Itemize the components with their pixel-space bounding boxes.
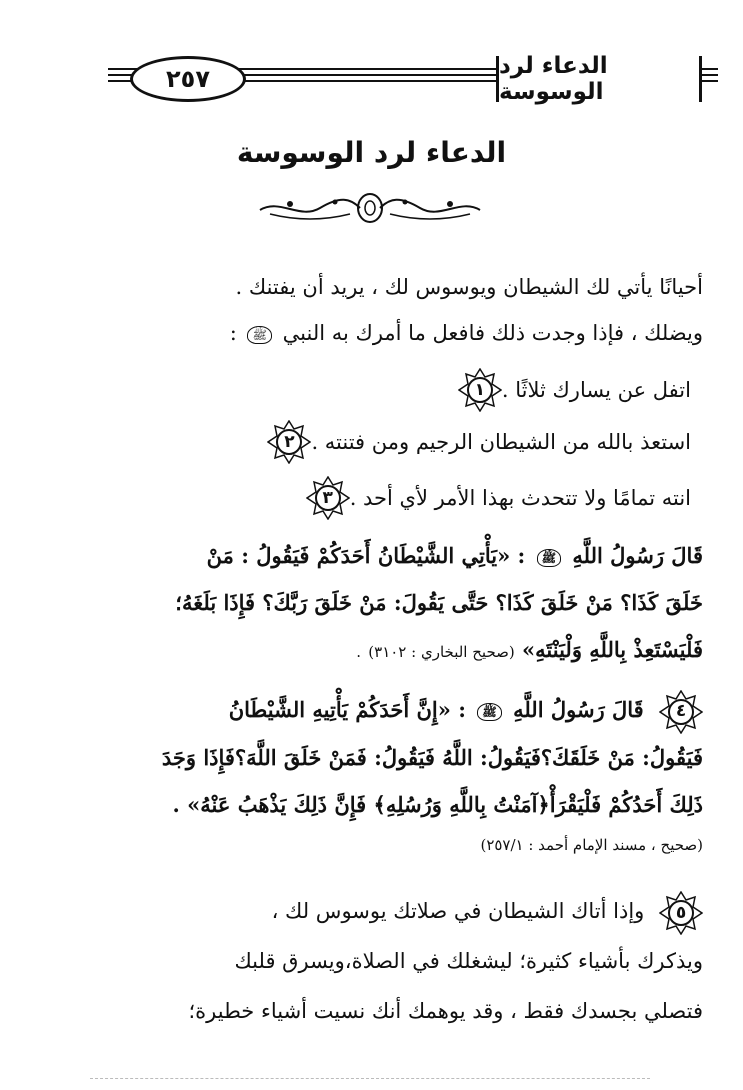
- hadith-1-source: (صحيح البخاري : ٣١٠٢): [368, 643, 515, 661]
- hadith-2-line-3: ذَلِكَ أَحَدُكُمْ فَلْيَقْرَأْ﴿آمَنْتُ بِاللَّهِ وَرُسُلِهِ﴾ فَإِنَّ ذَلِكَ يَذْهَبُ عَنْهُ» .: [172, 791, 703, 817]
- star-number-badge-icon: ٥: [659, 891, 703, 935]
- page-number: ٢٥٧: [130, 56, 246, 102]
- pbuh-icon: ﷺ: [247, 326, 272, 344]
- running-title: الدعاء لرد الوسوسة: [496, 56, 702, 102]
- intro-paragraph: [42, 264, 703, 356]
- item-5-line-2: ويذكرك بأشياء كثيرة؛ ليشغلك في الصلاة،ويسرق قلبك: [234, 949, 703, 973]
- hadith-1-line-1: قَالَ رَسُولُ اللَّهِ ﷺ : «يَأْتِي الشَّيْطَانُ أَحَدَكُمْ فَيَقُولُ : مَنْ: [206, 543, 703, 568]
- intro-line-1: أحيانًا يأتي لك الشيطان ويوسوس لك ، يريد أن يفتنك .: [235, 275, 703, 299]
- list-item: [458, 366, 703, 414]
- star-number-badge-icon: ٤: [659, 690, 703, 734]
- hadith-1-line-3: فَلْيَسْتَعِذْ بِاللَّهِ وَلْيَنْتَهِ» (صحيح البخاري : ٣١٠٢) .: [356, 637, 703, 662]
- hadith-1-line-2: خَلَقَ كَذَا؟ مَنْ خَلَقَ كَذَا؟ حَتَّى يَقُولَ: مَنْ خَلَقَ رَبَّكَ؟ فَإِذَا بَلَغَهُ؛: [175, 590, 703, 615]
- item-text: استعذ بالله من الشيطان الرجيم ومن فتنته .: [311, 430, 691, 454]
- star-number-badge-icon: ٢: [267, 420, 311, 464]
- pbuh-icon: ﷺ: [537, 549, 562, 567]
- star-number-badge-icon: ١: [458, 368, 502, 412]
- ornament-divider-icon: [250, 190, 490, 226]
- item-text: اتفل عن يسارك ثلاثًا .: [501, 378, 691, 402]
- item-5-line-1: ٥ وإذا أتاك الشيطان في صلاتك يوسوس لك ،: [42, 886, 703, 936]
- item-5-line-3: فتصلي بجسدك فقط ، وقد يوهمك أنك نسيت أشياء خطيرة؛: [188, 999, 703, 1023]
- hadith-2: [42, 686, 703, 862]
- chapter-title: الدعاء لرد الوسوسة: [236, 136, 507, 169]
- hadith-1: [42, 532, 703, 676]
- hadith-2-source: (صحيح ، مسند الإمام أحمد : ٢٥٧/١): [480, 835, 703, 854]
- item-5-paragraph: [42, 886, 703, 1036]
- hadith-2-line-2: فَيَقُولُ: مَنْ خَلَقَكَ؟فَيَقُولُ: اللَّهُ فَيَقُولُ: فَمَنْ خَلَقَ اللَّهَ؟فَإِذَا وَجَدَ: [161, 744, 703, 770]
- item-text: انته تمامًا ولا تتحدث بهذا الأمر لأي أحد .: [349, 486, 691, 510]
- running-header: [108, 50, 718, 106]
- pbuh-icon: ﷺ: [477, 703, 502, 721]
- star-number-badge-icon: ٣: [306, 476, 350, 520]
- intro-line-2: ويضلك ، فإذا وجدت ذلك فافعل ما أمرك به النبي ﷺ :: [229, 321, 703, 345]
- hadith-2-line-1: ٤ قَالَ رَسُولُ اللَّهِ ﷺ : «إِنَّ أَحَدَكُمْ يَأْتِيهِ الشَّيْطَانُ: [42, 686, 703, 734]
- list-item: [267, 418, 703, 466]
- list-item: [306, 474, 703, 522]
- page-bottom-edge: [90, 1078, 650, 1079]
